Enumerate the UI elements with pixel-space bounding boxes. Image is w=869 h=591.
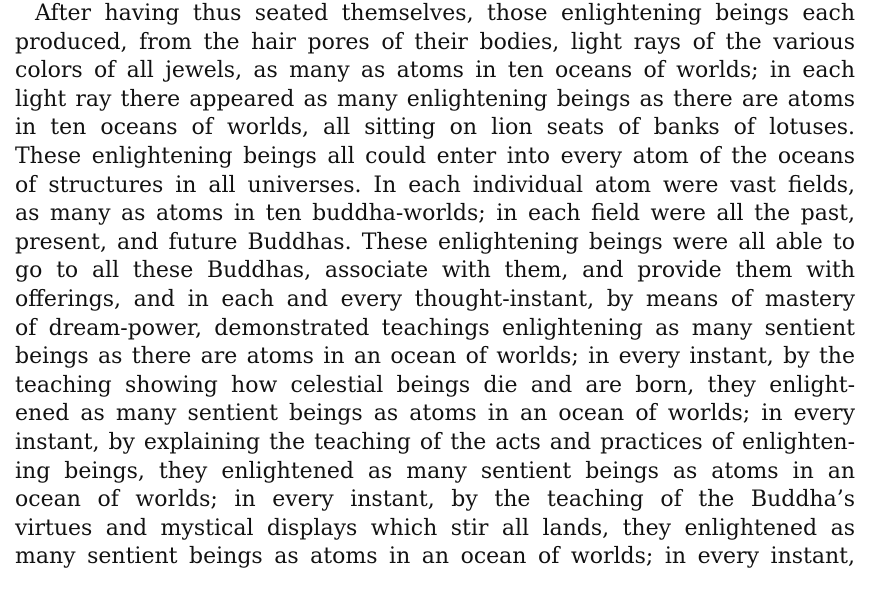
text-line: beings as there are atoms in an ocean of worlds; in every instant, by the	[15, 344, 855, 370]
text-line: ing beings, they enlightened as many sentient beings as atoms in an	[15, 458, 855, 484]
text-line: light ray there appeared as many enlightening beings as there are atoms	[15, 86, 855, 112]
text-line: ened as many sentient beings as atoms in an ocean of worlds; in every	[15, 401, 855, 427]
text-line: These enlightening beings all could enter into every atom of the oceans	[15, 143, 855, 169]
text-line: in ten oceans of worlds, all sitting on lion seats of banks of lotuses.	[15, 115, 855, 141]
text-line: of dream-power, demonstrated teachings enlightening as many sentient	[15, 315, 855, 341]
text-line: many sentient beings as atoms in an ocean of worlds; in every instant,	[15, 544, 855, 570]
text-line: of structures in all universes. In each individual atom were vast fields,	[15, 172, 855, 198]
text-line: present, and future Buddhas. These enlightening beings were all able to	[15, 229, 855, 255]
text-line: offerings, and in each and every thought-instant, by means of mastery	[15, 286, 855, 312]
text-line: After having thus seated themselves, those enlightening beings each	[35, 1, 855, 26]
text-line: colors of all jewels, as many as atoms in ten oceans of worlds; in each	[15, 58, 855, 84]
text-line: virtues and mystical displays which stir all lands, they enlightened as	[15, 515, 855, 541]
body-paragraph	[15, 0, 855, 572]
text-line: produced, from the hair pores of their bodies, light rays of the various	[15, 29, 855, 55]
text-line: go to all these Buddhas, associate with them, and provide them with	[15, 258, 855, 284]
text-line: instant, by explaining the teaching of the acts and practices of enlighten-	[15, 429, 855, 455]
text-line: ocean of worlds; in every instant, by the teaching of the Buddha’s	[15, 487, 855, 513]
text-line: as many as atoms in ten buddha-worlds; in each field were all the past,	[15, 201, 855, 227]
text-line: teaching showing how celestial beings die and are born, they enlight-	[15, 372, 855, 398]
